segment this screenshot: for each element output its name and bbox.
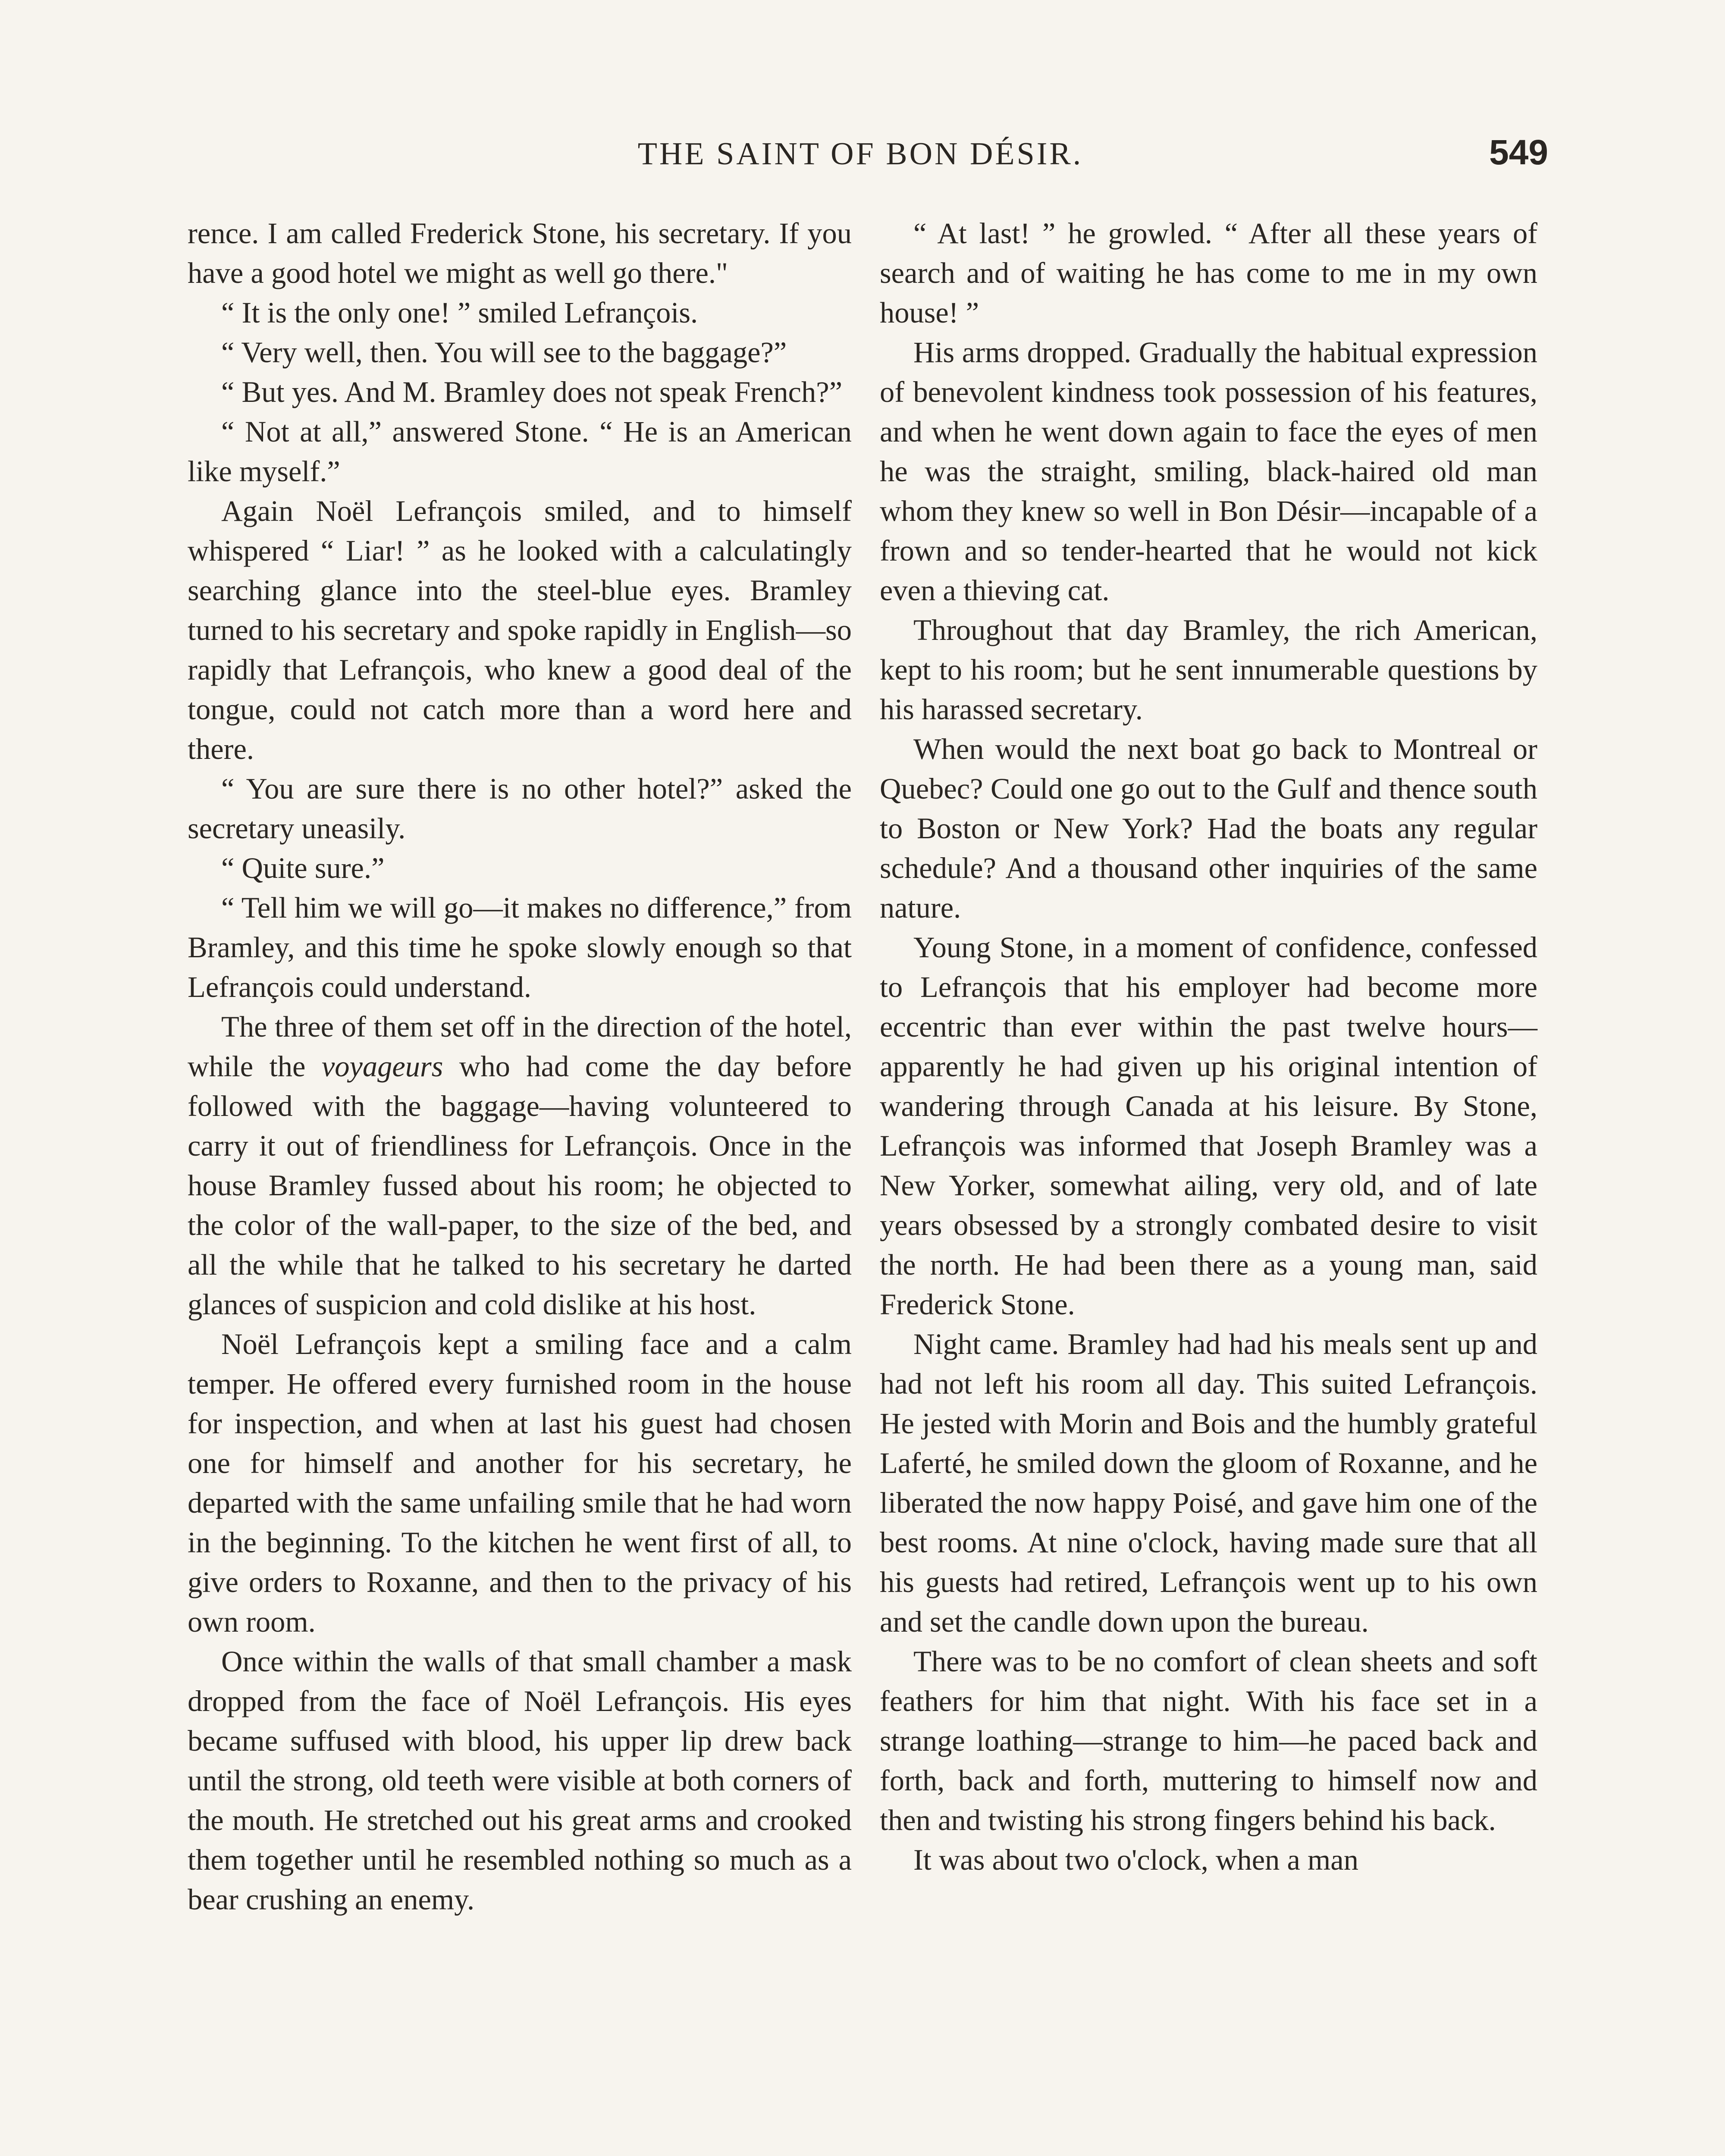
paragraph: “ Not at all,” answered Stone. “ He is an American like myself.” [188,415,852,488]
paragraph: Again Noël Lefrançois smiled, and to himself whispered “ Liar! ” as he looked with a calculatingly searching glance into the steel-blue eyes. Bramley turned to his secretary and spoke rapidly in English—so rapidly that Lefrançois, who knew a good deal of the tongue, could not catch more than a word here and there. [188,495,852,765]
paragraph: “ At last! ” he growled. “ After all these years of search and of waiting he has come to me in my own house! ” [880,217,1537,329]
italic-word: voyageurs [321,1050,443,1083]
left-column [188,213,852,1919]
paragraph: “ Very well, then. You will see to the baggage?” [221,336,787,369]
paragraph: Once within the walls of that small chamber a mask dropped from the face of Noël Lefrançois. His eyes became suffused with blood, his upper lip drew back until the strong, old teeth were visible at both corners of the mouth. He stretched out his great arms and crooked them together until he resembled nothing so much as a bear crushing an enemy. [188,1645,852,1916]
paragraph: His arms dropped. Gradually the habitual expression of benevolent kindness took possession of his features, and when he went down again to face the eyes of men he was the straight, smiling, black-haired old man whom they knew so well in Bon Désir—incapable of a frown and so tender-hearted that he would not kick even a thieving cat. [880,336,1537,607]
paragraph: The three of them set off in the direction of the hotel, while the voyageurs who had come the day before followed with the baggage—having volunteered to carry it out of friendliness for Lefrançois. Once in the house Bramley fussed about his room; he objected to the color of the wall-paper, to the size of the bed, and all the while that he talked to his secretary he darted glances of suspicion and cold dislike at his host. [188,1010,852,1321]
paragraph: “ You are sure there is no other hotel?” asked the secretary uneasily. [188,772,852,845]
paragraph: Young Stone, in a moment of confidence, confessed to Lefrançois that his employer had become more eccentric than ever within the past twelve hours—apparently he had given up his original intention of wandering through Canada at his leisure. By Stone, Lefrançois was informed that Joseph Bramley was a New Yorker, somewhat ailing, very old, and of late years obsessed by a strongly combated desire to visit the north. He had been there as a young man, said Frederick Stone. [880,931,1537,1321]
paragraph: There was to be no comfort of clean sheets and soft feathers for him that night. With his face set in a strange loathing—strange to him—he paced back and forth, back and forth, muttering to himself now and then and twisting his strong fingers behind his back. [880,1645,1537,1836]
paragraph: When would the next boat go back to Montreal or Quebec? Could one go out to the Gulf and thence south to Boston or New York? Had the boats any regular schedule? And a thousand other inquiries of the same nature. [880,733,1537,924]
paragraph: “ It is the only one! ” smiled Lefrançois. [221,296,698,329]
paragraph: rence. I am called Frederick Stone, his secretary. If you have a good hotel we might as well go there." [188,217,852,289]
paragraph: It was about two o'clock, when a man [913,1843,1358,1876]
page-number: 549 [1489,133,1548,172]
paragraph: Night came. Bramley had had his meals sent up and had not left his room all day. This suited Lefrançois. He jested with Morin and Bois and the humbly grateful Laferté, he smiled down the gloom of Roxanne, and he liberated the now happy Poisé, and gave him one of the best rooms. At nine o'clock, having made sure that all his guests had retired, Lefrançois went up to his own and set the candle down upon the bureau. [880,1328,1537,1638]
page-header [172,133,1548,183]
paragraph: “ But yes. And M. Bramley does not speak French?” [221,376,843,408]
paragraph: Noël Lefrançois kept a smiling face and a calm temper. He offered every furnished room in the house for inspection, and when at last his guest had chosen one for himself and another for his secretary, he departed with the same unfailing smile that he had worn in the beginning. To the kitchen he went first of all, to give orders to Roxanne, and then to the privacy of his own room. [188,1328,852,1638]
running-title: THE SAINT OF BON DÉSIR. [637,136,1083,172]
paragraph: “ Tell him we will go—it makes no difference,” from Bramley, and this time he spoke slowly enough so that Lefrançois could understand. [188,891,852,1003]
paragraph: Throughout that day Bramley, the rich American, kept to his room; but he sent innumerable questions by his harassed secretary. [880,614,1537,726]
paragraph: “ Quite sure.” [221,852,385,884]
right-column [880,213,1537,1880]
